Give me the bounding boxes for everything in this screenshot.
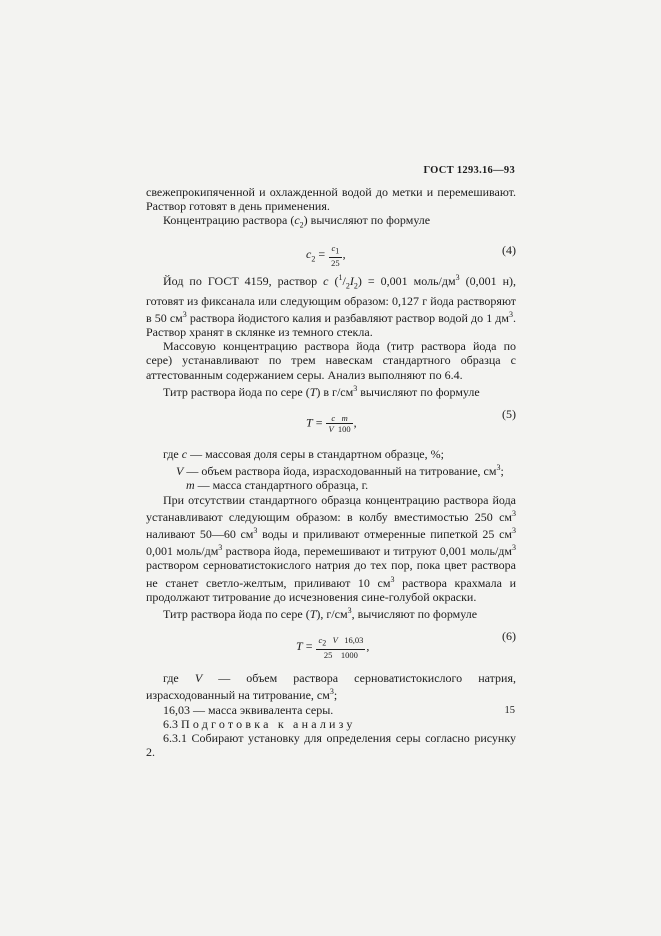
page-number: 15 (504, 705, 515, 716)
formula-5 (146, 399, 516, 447)
paragraph-2: Концентрацию раствора $(c_2)$ вычисляют по формуле (163, 213, 431, 230)
legend-v: V — объем раствора йода, израсходованный на титрование, $см^3$; (176, 463, 504, 479)
paragraph-titer-2: Титр раствора йода по сере (T), $г/см^3$, вычисляют по формуле (163, 606, 478, 622)
document-header: ГОСТ 1293.16—93 (423, 165, 515, 176)
paragraph-1: свежепрокипяченной и охлажденной водой до метки и перемешивают. Раствор готовят в день применения. (146, 185, 516, 214)
body-text (146, 185, 516, 759)
formula-5-number: (5) (502, 407, 516, 422)
legend-m: m — масса стандартного образца, г. (186, 478, 369, 493)
legend-1603: 16,03 — масса эквивалента серы. (163, 702, 334, 717)
legend-v-2: где V — объем раствора серноватистокислого натрия, израсходованный на титрование, $см^3$; (146, 671, 516, 703)
paragraph-6-3-1: 6.3.1 Собирают установку для определения серы согласно рисунку 2. (146, 731, 516, 760)
formula-4-expression: $c_2$ = $\frac{c_1}{25}$ , (306, 243, 346, 268)
section-6-3-heading: 6.3 Подготовка к анализу (163, 716, 356, 731)
paragraph-titer: Титр раствора йода по сере (T) в $г/см^3$ вычисляют по формуле (163, 383, 480, 399)
formula-6-number: (6) (502, 629, 516, 644)
legend-c: где c — массовая доля серы в стандартном образце, %; (163, 447, 444, 462)
paragraph-mass-concentration: Массовую концентрацию раствора йода (титр раствора йода по сере) устанавливают по трем навескам стандартного образца с аттестованным содержанием серы. Анализ выполняют по 6.4. (146, 339, 516, 382)
formula-4 (146, 233, 516, 277)
formula-6-expression: T = $\frac{c_2 V 16,03}{25 1000}$ , (296, 635, 370, 660)
formula-6 (146, 621, 516, 671)
formula-4-number: (4) (502, 243, 516, 257)
paragraph-no-standard: При отсутствии стандартного образца концентрацию раствора йода устанавливают следующим образом: в колбу вместимостью 250 $см^3$ наливают 50—60 $см^3$ воды и приливают отмеренные пипеткой 25 $см^3$ 0,001 моль/$дм^3$ раствора йода, перемешивают и титруют 0,001 моль/$дм^3$ раствором серноватистокислого натрия до тех пор, пока цвет раствора не станет светло-желтым, приливают 10 $см^3$ раствора крахмала и продолжают титрование до исчезновения сине-голубой окраски. (146, 492, 516, 604)
paragraph-iodine: Йод по ГОСТ 4159, раствор c $(^1/_2I_2) = 0,001$ моль/$дм^3$ (0,001 н), готовят из фиксанала или следующим образом: 0,127 г йода растворяют в 50 $см^3$ раствора йодистого калия и разбавляют раствор водой до 1 $дм^3$. Раствор хранят в склянке из темного стекла. (146, 273, 516, 339)
formula-5-expression: T = $\frac{\text{c m}}{V 100}$ , (306, 413, 357, 435)
